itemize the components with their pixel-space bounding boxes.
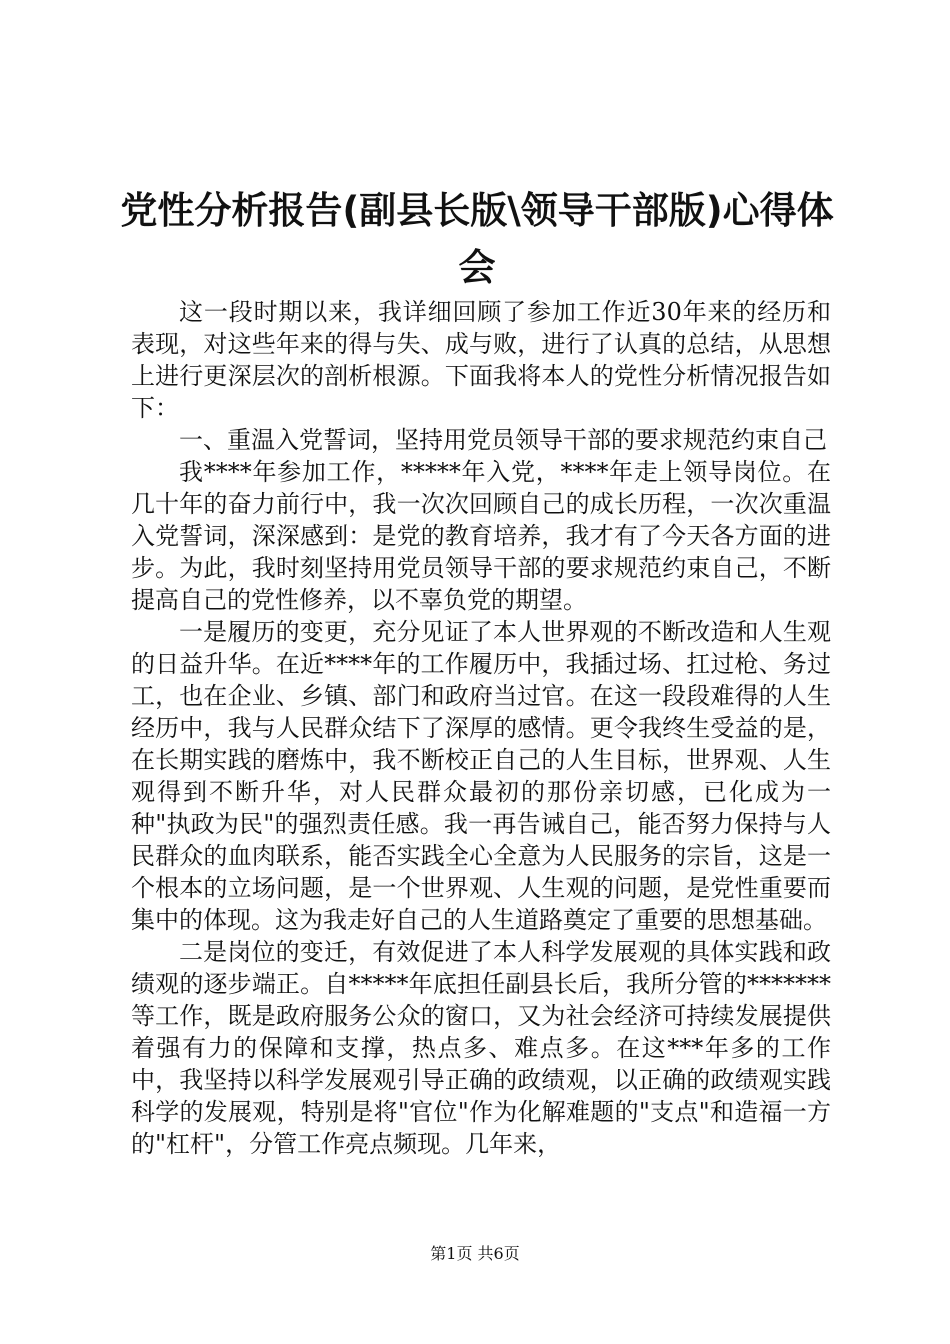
- page-number-footer: 第1页 共6页: [430, 1244, 520, 1263]
- paragraph-position-change: 二是岗位的变迁，有效促进了本人科学发展观的具体实践和政绩观的逐步端正。自*****年底担任副县长后，我所分管的*******等工作，既是政府服务公众的窗口，又为社会经济可持续发展提供着强有力的保障和支撑，热点多、难点多。在这***年多的工作中，我坚持以科学发展观引导正确的政绩观，以正确的政绩观实践科学的发展观，特别是将"官位"作为化解难题的"支点"和造福一方的"杠杆"，分管工作亮点频现。几年来，: [131, 938, 831, 1158]
- paragraph-resume-change: 一是履历的变更，充分见证了本人世界观的不断改造和人生观的日益升华。在近****年的工作履历中，我插过场、扛过枪、务过工，也在企业、乡镇、部门和政府当过官。在这一段段难得的人生经历中，我与人民群众结下了深厚的感情。更令我终生受益的是，在长期实践的磨炼中，我不断校正自己的人生目标，世界观、人生观得到不断升华，对人民群众最初的那份亲切感，已化成为一种"执政为民"的强烈责任感。我一再告诫自己，能否努力保持与人民群众的血肉联系，能否实践全心全意为人民服务的宗旨，这是一个根本的立场问题，是一个世界观、人生观的问题，是党性重要而集中的体现。这为我走好自己的人生道路奠定了重要的思想基础。: [131, 618, 831, 934]
- document-title: 党性分析报告(副县长版\领导干部版)心得体会: [120, 189, 834, 289]
- paragraph-intro: 这一段时期以来，我详细回顾了参加工作近30年来的经历和表现，对这些年来的得与失、成与败，进行了认真的总结，从思想上进行更深层次的剖析根源。下面我将本人的党性分析情况报告如下：: [131, 298, 831, 422]
- document-body: [131, 296, 831, 1160]
- section-heading-1: 一、重温入党誓词，坚持用党员领导干部的要求规范约束自己: [179, 426, 827, 454]
- paragraph-party-history: 我****年参加工作，*****年入党，****年走上领导岗位。在几十年的奋力前行中，我一次次回顾自己的成长历程，一次次重温入党誓词，深深感到：是党的教育培养，我才有了今天各方面的进步。为此，我时刻坚持用党员领导干部的要求规范约束自己，不断提高自己的党性修养，以不辜负党的期望。: [131, 458, 831, 614]
